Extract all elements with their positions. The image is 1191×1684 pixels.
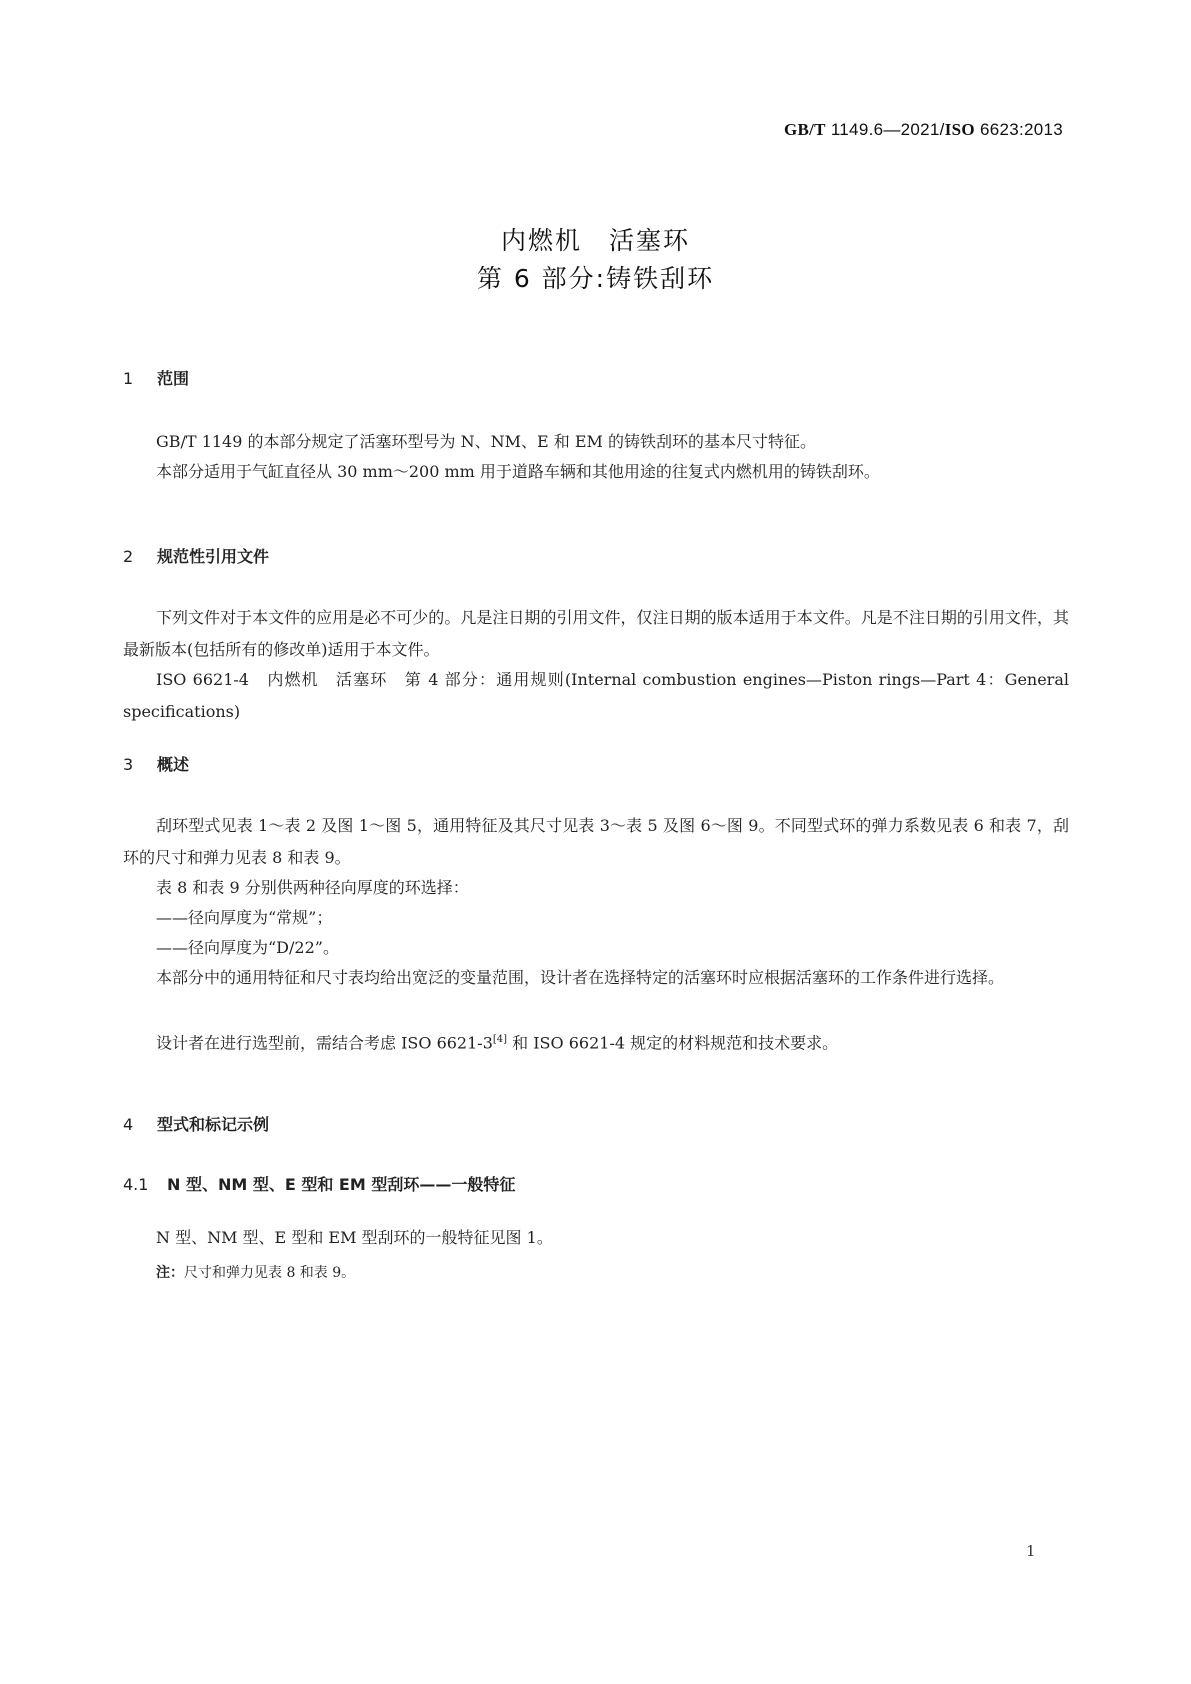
section-3-list-item-2: ——径向厚度为“D/22”。: [156, 938, 339, 957]
note: [156, 1262, 355, 1282]
title-line-1: 内燃机 活塞环: [500, 226, 690, 255]
note-text: 尺寸和弹力见表 8 和表 9。: [184, 1265, 356, 1281]
section-number: 3: [123, 755, 134, 774]
section-number: 4: [123, 1115, 134, 1134]
std-prefix: GB/T: [783, 120, 826, 139]
iso-number: 6623:2013: [979, 120, 1063, 139]
citation-ref: [4]: [492, 1034, 508, 1045]
section-number: 2: [123, 547, 134, 566]
section-3-heading: [123, 752, 189, 775]
section-3-para-3: 本部分中的通用特征和尺寸表均给出宽泛的变量范围，设计者在选择特定的活塞环时应根据活塞环的工作条件进行选择。: [156, 968, 1005, 987]
page-number: 1: [1026, 1542, 1036, 1560]
section-title: 型式和标记示例: [157, 1115, 270, 1134]
section-title: 规范性引用文件: [157, 547, 270, 566]
section-3-list-item-1: ——径向厚度为“常规”；: [156, 908, 333, 927]
subsection-4-1-para: N 型、NM 型、E 型和 EM 型刮环的一般特征见图 1。: [156, 1228, 553, 1247]
section-1-para-2: 本部分适用于气缸直径从 30 mm～200 mm 用于道路车辆和其他用途的往复式内燃机用的铸铁刮环。: [156, 462, 880, 481]
section-number: 1: [123, 369, 134, 388]
section-title: 概述: [157, 755, 190, 774]
section-3-para-4: 设计者在进行选型前，需结合考虑 ISO 6621-3[4] 和 ISO 6621-4 规定的材料规范和技术要求。: [156, 1033, 839, 1053]
section-4-heading: [123, 1112, 269, 1135]
section-2-reference: ISO 6621-4 内燃机 活塞环 第 4 部分：通用规则(Internal combustion engines—Piston rings—Part 4：General specifications): [123, 670, 1069, 721]
subsection-4-1-heading: [123, 1172, 515, 1195]
document-title: [0, 222, 1191, 298]
iso-prefix: ISO: [944, 120, 975, 139]
subsection-number: 4.1: [123, 1175, 149, 1194]
section-3-para-1: 刮环型式见表 1～表 2 及图 1～图 5，通用特征及其尺寸见表 3～表 5 及图 6～图 9。不同型式环的弹力系数见表 6 和表 7，刮环的尺寸和弹力见表 8 和表 9。: [123, 816, 1069, 867]
section-2-para-1: 下列文件对于本文件的应用是必不可少的。凡是注日期的引用文件，仅注日期的版本适用于本文件。凡是不注日期的引用文件，其最新版本(包括所有的修改单)适用于本文件。: [123, 608, 1069, 659]
section-title: 范围: [157, 369, 190, 388]
section-1-heading: [123, 366, 189, 389]
section-1-para-1: GB/T 1149 的本部分规定了活塞环型号为 N、NM、E 和 EM 的铸铁刮环的基本尺寸特征。: [156, 432, 816, 451]
section-2-heading: [123, 544, 269, 567]
note-label: 注：: [156, 1265, 184, 1281]
title-line-2: 第 6 部分:铸铁刮环: [476, 264, 715, 293]
section-3-para-2: 表 8 和表 9 分别供两种径向厚度的环选择：: [156, 878, 469, 897]
subsection-title: N 型、NM 型、E 型和 EM 型刮环——一般特征: [167, 1175, 516, 1194]
std-number: 1149.6—2021/: [830, 120, 945, 139]
standard-code: [784, 120, 1063, 140]
